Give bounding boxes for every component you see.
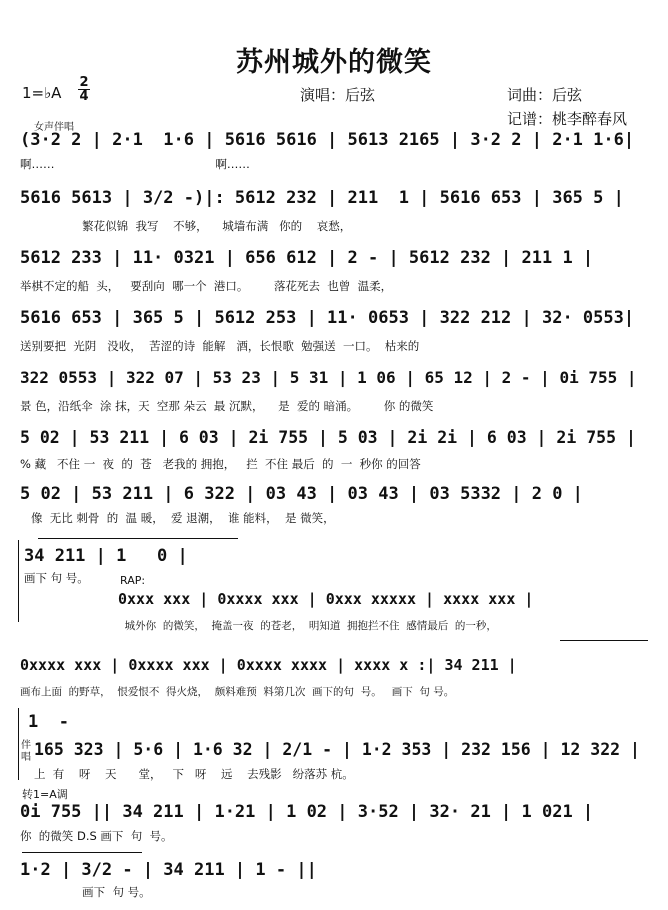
score-row-12 <box>20 802 648 846</box>
score-row-8 <box>24 546 652 586</box>
notation-line: 34 211 | 1 0 | <box>24 546 188 566</box>
lyric-line: 啊…… 啊…… <box>20 157 250 171</box>
lyric-line: 画下 句 号。 <box>20 885 151 899</box>
notation-line: 5 02 | 53 211 | 6 322 | 03 43 | 03 43 | 03 5332 | 2 0 | <box>20 484 583 504</box>
lyric-line: 像 无比 刺骨 的 温 暖， 爱 退潮， 谁 能料， 是 微笑， <box>20 511 335 525</box>
lyric-line: 画下 句 号。 <box>24 571 89 585</box>
intro-label: 女声伴唱 <box>34 122 74 133</box>
lyric-line: 画布上面 的野草， 恨爱恨不 得火烧， 颇料难预 料第几次 画下的句 号。 画下 句 号。 <box>20 686 455 698</box>
lyric-line: 你 的微笑 D.S 画下 句 号。 <box>20 829 173 843</box>
composer-credit: 词曲：后弦 <box>507 86 583 104</box>
time-signature <box>78 76 90 103</box>
time-signature-top: 2 <box>79 75 89 90</box>
ending-bracket-1 <box>38 538 238 539</box>
singer-credit: 演唱：后弦 <box>300 86 376 104</box>
notation-line: 0i 755 || 34 211 | 1·21 | 1 02 | 3·52 | 32· 21 | 1 021 | <box>20 802 594 822</box>
held-note: 1 - <box>28 712 69 732</box>
system-bracket <box>18 708 19 780</box>
notation-line: 165 323 | 5·6 | 1·6 32 | 2/1 - | 1·2 353 | 232 156 | 12 322 | <box>34 740 640 759</box>
notation-line: 0xxx xxx | 0xxxx xxx | 0xxx xxxxx | xxxx xxx | <box>118 590 534 608</box>
notation-line: 5616 5613 | 3/2 -)|: 5612 232 | 211 1 | 5616 653 | 365 5 | <box>20 188 624 208</box>
notation-line: 1·2 | 3/2 - | 34 211 | 1 - || <box>20 860 317 880</box>
lyric-line: 景 色，沿纸伞 涂 抹，天 空那 朵云 最 沉默， 是 爱的 暗涌。 你 的微笑 <box>20 399 434 413</box>
notation-line: 5616 653 | 365 5 | 5612 253 | 11· 0653 | 322 212 | 32· 0553| <box>20 308 635 328</box>
transcriber-credit: 记谱：桃李醉春风 <box>507 110 628 128</box>
notation-line: 5 02 | 53 211 | 6 03 | 2i 755 | 5 03 | 2i 2i | 6 03 | 2i 755 | <box>20 428 636 447</box>
score-row-3 <box>20 248 648 292</box>
score-row-10 <box>20 656 648 700</box>
ending-bracket-3 <box>22 852 142 853</box>
score-row-6 <box>20 428 648 472</box>
ending-bracket-2 <box>560 640 648 641</box>
score-row-7 <box>20 484 648 528</box>
lyric-line: % 藏 不住 一 夜 的 苍 老我的 拥抱， 拦 不住 最后 的 一 秒你 的回答 <box>20 457 421 471</box>
notation-line: 5612 233 | 11· 0321 | 656 612 | 2 - | 5612 232 | 211 1 | <box>20 248 594 268</box>
modulation-marking: 转1=A调 <box>22 788 68 801</box>
score-row-2 <box>20 188 648 232</box>
score-row-5 <box>20 368 648 412</box>
backing-label: 伴唱 <box>21 740 31 763</box>
notation-line: 0xxxx xxx | 0xxxx xxx | 0xxxx xxxx | xxxx x :| 34 211 | <box>20 656 517 674</box>
song-title: 苏州城外的微笑 <box>236 47 432 78</box>
lyric-line: 城外你 的微笑， 掩盖一夜 的苍老， 明知道 拥抱拦不住 感情最后 的一秒， <box>118 620 497 632</box>
time-signature-bottom: 4 <box>79 89 89 104</box>
notation-line: (3·2 2 | 2·1 1·6 | 5616 5616 | 5613 2165 | 3·2 2 | 2·1 1·6| <box>20 130 635 150</box>
score-row-4 <box>20 308 648 352</box>
repeat-bracket <box>18 540 19 622</box>
key-signature: 1=♭A <box>22 84 62 102</box>
lyric-line: 送别要把 光阴 没收， 苦涩的诗 能解 酒，长恨歌 勉强送 一口。 枯来的 <box>20 339 420 353</box>
notation-line: 322 0553 | 322 07 | 53 23 | 5 31 | 1 06 | 65 12 | 2 - | 0i 755 | <box>20 368 637 387</box>
lyric-line: 举棋不定的船 头， 要刮向 哪一个 港口。 落花死去 也曾 温柔， <box>20 279 393 293</box>
score-row-11 <box>34 740 648 784</box>
score-row-9 <box>118 590 648 634</box>
lyric-line: 繁花似锦 我写 不够， 城墙布满 你的 哀愁， <box>20 219 352 233</box>
score-row-13 <box>20 860 648 904</box>
score-row-1 <box>20 130 648 170</box>
lyric-line: 上 有 呀 天 堂， 下 呀 远 去残影 纷落苏 杭。 <box>34 767 354 781</box>
rap-label: RAP: <box>120 574 146 587</box>
